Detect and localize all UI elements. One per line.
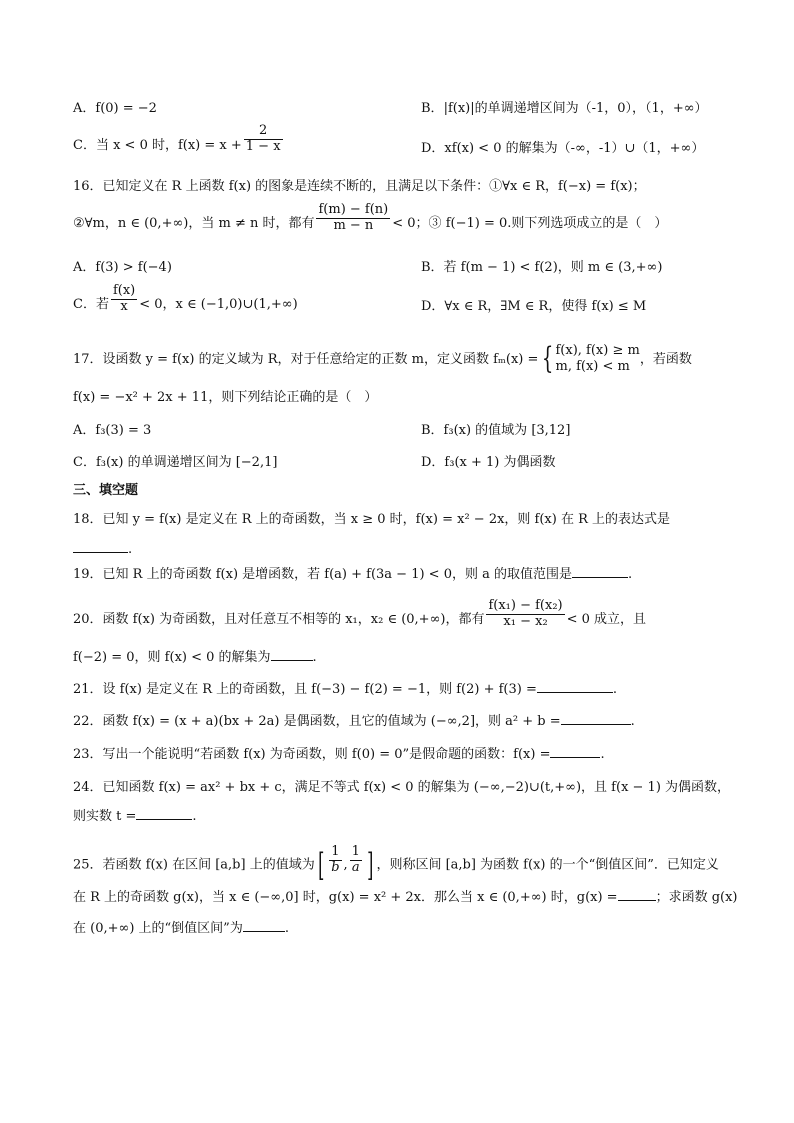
q16-option-b: B．若 f(m − 1) < f(2)，则 m ∈ (3,+∞) [421,260,663,275]
q18-line1: 18．已知 y = f(x) 是定义在 R 上的奇函数，当 x ≥ 0 时，f(x) = x² − 2x，则 f(x) 在 R 上的表达式是 [73,512,671,527]
q17-option-b: B．f₃(x) 的值域为 [3,12] [421,423,571,438]
q21-line: 21．设 f(x) 是定义在 R 上的奇函数，且 f(−3) − f(2) = −1，则 f(2) + f(3) = . [73,682,618,697]
answer-blank[interactable] [537,691,613,693]
answer-blank[interactable] [136,818,192,820]
q16-option-a: A．f(3) > f(−4) [73,260,172,275]
q16-row-cd [73,283,723,315]
q20-line2: f(−2) = 0，则 f(x) < 0 的解集为 . [73,650,317,665]
q17-row-ab [73,424,723,437]
answer-blank[interactable] [73,551,128,553]
q20-line1: 20．函数 f(x) 为奇函数，且对任意互不相等的 x₁，x₂ ∈ (0,+∞)，都有 $\frac{\text{f(x₁) − f(x₂)}}{\text{x₁ − x₂}}$ < 0 成立，且 [73,598,647,629]
q18-line2: . [73,543,723,556]
q22-line: 22．函数 f(x) = (x + a)(bx + 2a) 是偶函数，且它的值域为 (−∞,2]，则 a² + b = . [73,714,635,729]
q24-line1: 24．已知函数 f(x) = ax² + bx + c，满足不等式 f(x) < 0 的解集为 (−∞,−2)∪(t,+∞)，且 f(x − 1) 为偶函数， [73,780,731,795]
q16-option-c: C．若 $\frac{f(x)}{x}$ < 0，x ∈ (−1,0)∪(1,+∞) [73,283,298,314]
q17-stem-line1: 17．设函数 y = f(x) 的定义域为 R，对于任意给定的正数 m，定义函数 fₘ(x) = { f(x), f(x) ≥ m m, f(x) < m ，若函数 [73,341,692,377]
q15-option-a: A．f(0) = −2 [73,101,157,116]
q15-row-ab [73,102,723,115]
answer-blank[interactable] [271,659,313,661]
q16-stem-line2: ②∀m，n ∈ (0,+∞)，当 m ≠ n 时，都有 $\frac{f(m) - f(n)}{m - n}$ < 0；③ f(−1) = 0.则下列选项成立的是（ ） [73,202,668,233]
answer-blank[interactable] [243,930,285,932]
q25-line3: 在 (0,+∞) 上的“倒值区间”为 . [73,921,289,936]
answer-blank[interactable] [618,899,656,901]
q23-line: 23．写出一个能说明“若函数 f(x) 为奇函数，则 f(0) = 0”是假命题的函数：f(x) = . [73,747,605,762]
q24-line2: 则实数 t = . [73,809,197,824]
q17-option-a: A．f₃(3) = 3 [73,423,152,438]
answer-blank[interactable] [572,576,628,578]
answer-blank[interactable] [561,723,631,725]
q17-option-c: C．f₃(x) 的单调递增区间为 [−2,1] [73,455,278,470]
q16-row-ab [73,261,723,274]
q17-stem-line2: f(x) = −x² + 2x + 11，则下列结论正确的是（ ） [73,390,378,405]
q17-option-d: D．f₃(x + 1) 为偶函数 [421,455,556,470]
q16-option-d: D．∀x ∈ R，∃M ∈ R，使得 f(x) ≤ M [421,299,647,314]
q25-line2: 在 R 上的奇函数 g(x)，当 x ∈ (−∞,0] 时，g(x) = x² + 2x．那么当 x ∈ (0,+∞) 时，g(x) = ；求函数 g(x) [73,890,738,905]
q15-option-b: B．|f(x)|的单调递增区间为（-1，0），（1，+∞） [421,101,708,116]
q16-stem-line1: 16．已知定义在 R 上函数 f(x) 的图象是连续不断的，且满足以下条件：①∀x ∈ R，f(−x) = f(x)； [73,179,646,194]
q17-row-cd [73,456,723,469]
q25-line1: 25．若函数 f(x) 在区间 [a,b] 上的值域为[ $\frac{1}{b}$ , $\frac{1}{a}$ ] ，则称区间 [a,b] 为函数 f(x) 的一个“倒值区间”．已知定义 [73,843,719,884]
q19-line: 19．已知 R 上的奇函数 f(x) 是增函数，若 f(a) + f(3a − 1) < 0，则 a 的取值范围是 . [73,567,633,582]
q15-option-c: C．当 x < 0 时，f(x) = x + $\frac{2}{1 - x}$ [73,123,281,154]
section-heading-fill-in: 三、填空题 [73,483,139,498]
q15-option-d: D．xf(x) < 0 的解集为（-∞，-1）∪（1，+∞） [421,141,705,156]
answer-blank[interactable] [550,756,600,758]
q15-row-cd [73,123,723,156]
